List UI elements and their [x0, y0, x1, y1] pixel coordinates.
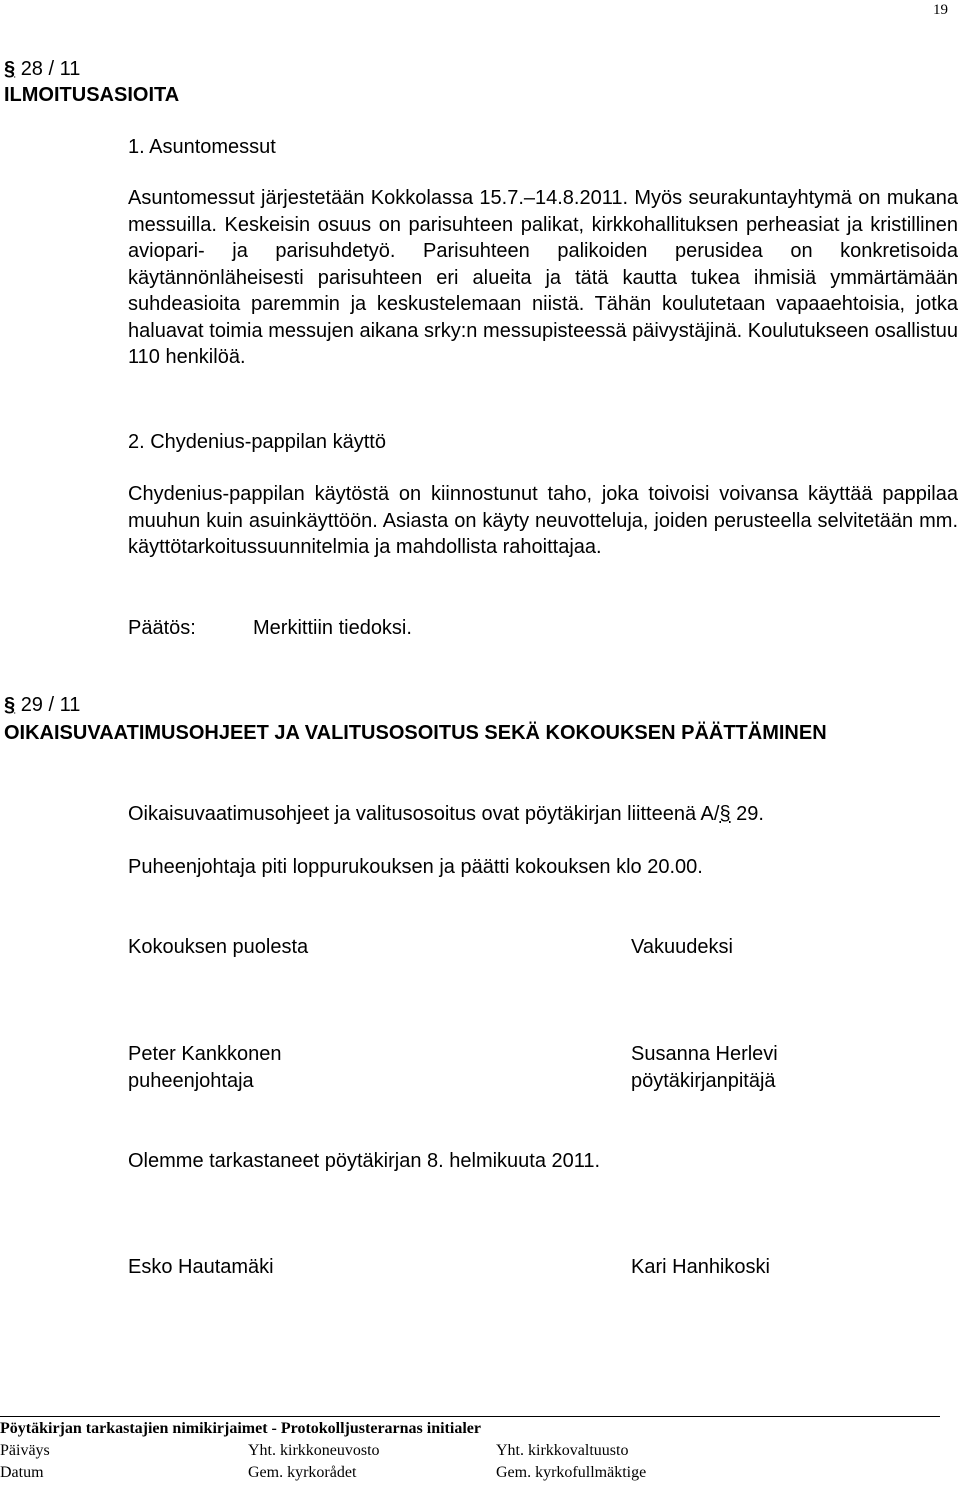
signature-right-role: pöytäkirjanpitäjä [631, 1070, 776, 1092]
footer-council-fi: Yht. kirkkoneuvosto [248, 1442, 380, 1459]
signature-right-heading: Vakuudeksi [631, 936, 733, 958]
appendix-line [128, 801, 764, 827]
decision-label: Päätös: [128, 617, 196, 639]
item-1-text: Asuntomessut järjestetään Kokkolassa 15.7.–14.8.2011. Myös seurakuntayhtymä on mukana messuilla. Keskeisin osuus on parisuhteen palikat, kirkkohallituksen perheasiat ja kristillinen aviopari- ja parisuhdetyö. Parisuhteen palikoiden perusidea on konkretisoida käytännönläheisesti parisuhteen eri alueita ja tätä kautta tukea ihmisiä ymmärtämään suhdeasioita paremmin ja keskustelemaan niistä. Tähän koulutetaan vapaaehtoisia, jotka haluavat toimia messujen aikana srky:n messupisteessä päivystäjinä. Koulutukseen osallistuu 110 henkilöä. [128, 187, 958, 368]
review-statement: Olemme tarkastaneet pöytäkirjan 8. helmikuuta 2011. [128, 1150, 601, 1172]
footer-assembly-sv: Gem. kyrkofullmäktige [496, 1464, 647, 1481]
section-29-title: OIKAISUVAATIMUSOHJEET JA VALITUSOSOITUS SEKÄ KOKOUKSEN PÄÄTTÄMINEN [4, 722, 827, 744]
signature-left-role: puheenjohtaja [128, 1070, 254, 1092]
footer-assembly-fi: Yht. kirkkovaltuusto [496, 1442, 629, 1459]
paragraph-sign: § [4, 58, 16, 80]
reviewer-2: Kari Hanhikoski [631, 1256, 770, 1278]
closing-line: Puheenjohtaja piti loppurukouksen ja päätti kokouksen klo 20.00. [128, 856, 703, 878]
page-number: 19 [933, 2, 948, 18]
section-28-title: ILMOITUSASIOITA [4, 84, 180, 106]
footer-council-sv: Gem. kyrkorådet [248, 1464, 357, 1481]
appendix-number: 29. [730, 803, 764, 825]
signature-left-name: Peter Kankkonen [128, 1043, 282, 1065]
section-number: 28 / 11 [20, 58, 81, 80]
reviewer-1: Esko Hautamäki [128, 1256, 274, 1278]
item-2-text: Chydenius-pappilan käytöstä on kiinnostunut taho, joka toivoisi voivansa käyttää pappilaa muuhun kuin asuinkäyttöön. Asiasta on käyty neuvotteluja, joiden perusteella selvitetään mm. käyttötarkoitussuunnitelmia ja mahdollista rahoittajaa. [128, 483, 958, 558]
section-number: 29 / 11 [20, 694, 81, 716]
footer-divider [0, 1416, 940, 1417]
footer-date-fi: Päiväys [0, 1442, 50, 1459]
paragraph-sign: § [719, 803, 731, 825]
appendix-text: Oikaisuvaatimusohjeet ja valitusosoitus ovat pöytäkirjan liitteenä A/ [128, 803, 720, 825]
section-28-header [4, 56, 80, 82]
paragraph-sign: § [4, 694, 16, 716]
signature-left-heading: Kokouksen puolesta [128, 936, 309, 958]
signature-right-name: Susanna Herlevi [631, 1043, 778, 1065]
item-1-heading: 1. Asuntomessut [128, 136, 276, 158]
footer-title: Pöytäkirjan tarkastajien nimikirjaimet - Protokolljusterarnas initialer [0, 1420, 481, 1437]
decision-text: Merkittiin tiedoksi. [253, 617, 412, 639]
footer-date-sv: Datum [0, 1464, 44, 1481]
item-2-heading: 2. Chydenius-pappilan käyttö [128, 431, 386, 453]
section-29-header [4, 692, 80, 718]
